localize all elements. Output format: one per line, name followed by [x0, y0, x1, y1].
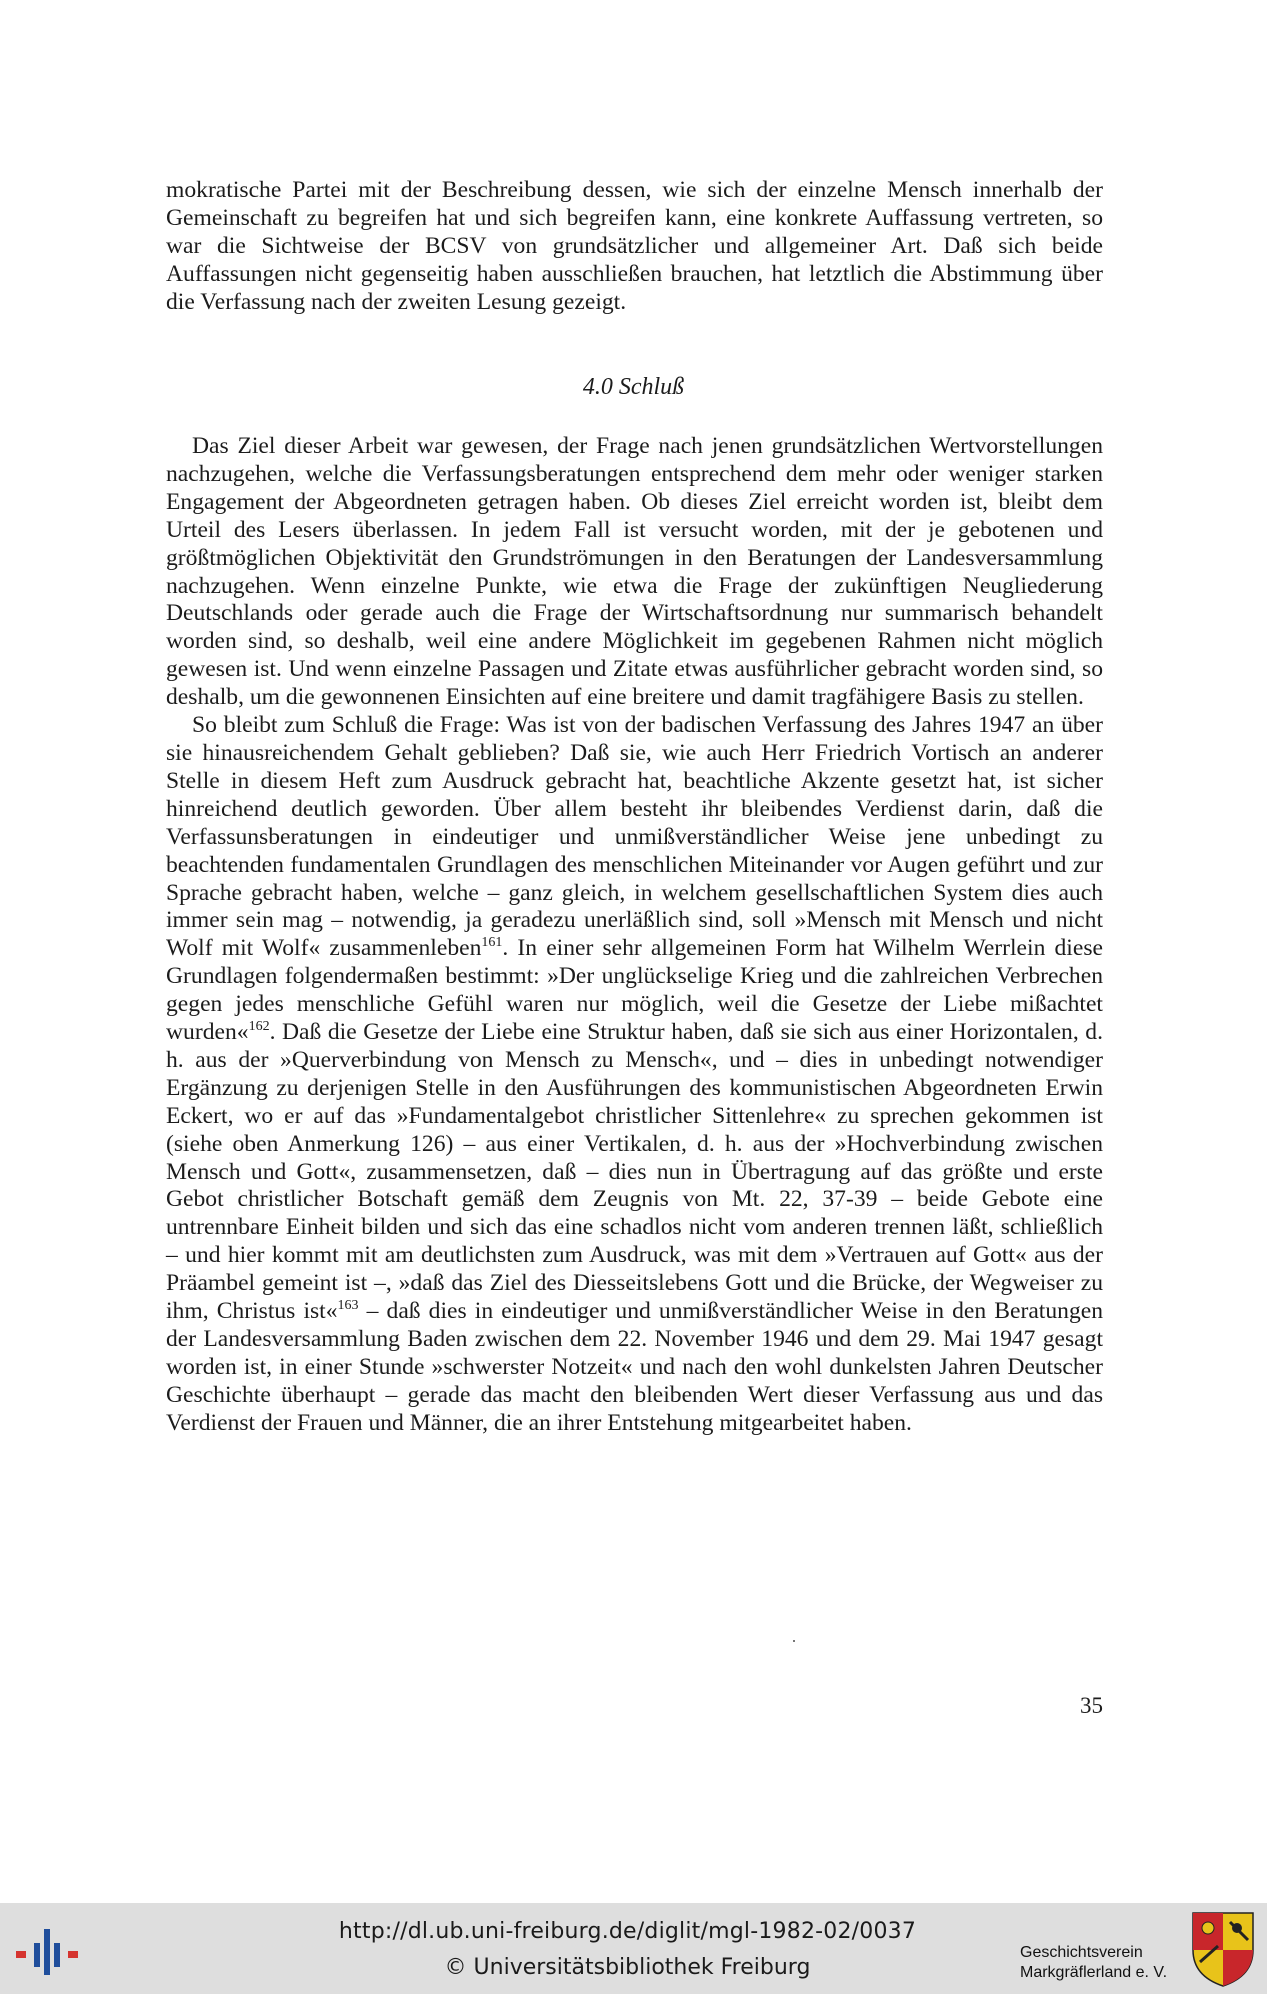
body-paragraph-2 [166, 712, 1103, 1438]
paragraph-2-part-c: . Daß die Gesetze der Liebe eine Struktur haben, daß sie sich aus einer Horizontalen, d. h. aus der »Querverbindung von Mensch zu Mensch«, und – dies in unbedingt notwendiger Ergänzung zu derjenigen Stelle in den Ausführungen des kommunistischen Abgeordneten Erwin Eckert, wo er auf das »Fundamentalgebot christlicher Sittenlehre« zu sprechen gekommen ist (siehe oben Anmerkung 126) – aus einer Vertikalen, d. h. aus der »Hochverbindung zwischen Mensch und Gott«, zusammensetzen, daß – dies nun in Übertragung auf das größte und erste Gebot christlicher Botschaft gemäß dem Zeugnis von Mt. 22, 37-39 – beide Gebote eine untrennbare Einheit bilden und sich das eine schadlos nicht vom anderen trennen läßt, schließlich – und hier kommt mit am deutlichsten zum Ausdruck, was mit dem »Vertrauen auf Gott« aus der Präambel gemeint ist –, »daß das Ziel des Diesseitslebens Gott und die Brücke, der Wegweiser zu ihm, Christus ist« [166, 1019, 1103, 1325]
footnote-ref-163: 163 [337, 1298, 359, 1314]
footer-copyright: © Universitätsbibliothek Freiburg [444, 1955, 811, 1980]
footer-url-link[interactable]: http://dl.ub.uni-freiburg.de/diglit/mgl-1982-02/0037 [338, 1919, 917, 1944]
paragraph-2-part-d: – daß dies in eindeutiger und unmißverständlicher Weise in den Beratungen der Landesversammlung Baden zwischen dem 22. November 1946 und dem 29. Mai 1947 gesagt worden ist, in einer Stunde »schwerster Notzeit« und nach den wohl dunkelsten Jahren Deutscher Geschichte überhaupt – gerade das macht den bleibenden Wert dieser Verfassung aus und das Verdienst der Frauen und Männer, die an ihrer Entstehung mitgearbeitet haben. [166, 1298, 1104, 1436]
footer-bar [0, 1903, 1267, 1994]
scan-speck [793, 1640, 795, 1642]
section-heading: 4.0 Schluß [582, 374, 685, 400]
body-text [166, 433, 1103, 1438]
society-name-line2: Markgräflerland e. V. [1020, 1964, 1168, 1981]
footnote-ref-161: 161 [481, 935, 503, 951]
intro-paragraph-block [166, 177, 1103, 317]
paragraph-2-part-a: So bleibt zum Schluß die Frage: Was ist von der badischen Verfassung des Jahres 1947 an über sie hinausreichendem Gehalt geblieben? Daß sie, wie auch Herr Friedrich Vortisch an anderer Stelle in diesem Heft zum Ausdruck gebracht hat, beachtliche Akzente gesetzt hat, ist sicher hinreichend deutlich geworden. Über allem besteht ihr bleibendes Verdienst darin, daß die Verfassunsberatungen in eindeutiger und unmißverständlicher Weise jene unbedingt zu beachtenden fundamentalen Grundlagen des menschlichen Miteinander vor Augen geführt und zur Sprache gebracht haben, welche – ganz gleich, in welchem gesellschaftlichen System dies auch immer sein mag – notwendig, ja geradezu unerläßlich sind, soll »Mensch mit Mensch und nicht Wolf mit Wolf« zusammenleben [166, 712, 1103, 962]
society-name-line1: Geschichtsverein [1020, 1944, 1143, 1961]
ub-freiburg-logo-icon[interactable] [12, 1917, 82, 1983]
footnote-ref-162: 162 [248, 1019, 270, 1035]
society-name [1020, 1943, 1190, 1983]
intro-paragraph: mokratische Partei mit der Beschreibung dessen, wie sich der einzelne Mensch innerhalb der Gemeinschaft zu begreifen hat und sich begreifen kann, eine konkrete Auffassung vertreten, so war die Sichtweise der BCSV von grundsätzlicher und allgemeiner Art. Daß sich beide Auffassungen nicht gegenseitig haben ausschließen brauchen, hat letztlich die Abstimmung über die Verfassung nach der zweiten Lesung gezeigt. [166, 177, 1103, 315]
paragraph-2-part-b: . In einer sehr allgemeinen Form hat Wilhelm Werrlein diese Grundlagen folgendermaßen bestimmt: »Der unglückselige Krieg und die zahlreichen Verbrechen gegen jedes menschliche Gefühl waren nur möglich, weil die Gesetze der Liebe mißachtet wurden« [166, 935, 1103, 1046]
page-number: 35 [1080, 1693, 1103, 1718]
body-paragraph-1: Das Ziel dieser Arbeit war gewesen, der Frage nach jenen grundsätzlichen Wertvorstellungen nachzugehen, welche die Verfassungsberatungen entsprechend dem mehr oder weniger starken Engagement der Abgeordneten getragen haben. Ob dieses Ziel erreicht worden ist, bleibt dem Urteil des Lesers überlassen. In jedem Fall ist versucht worden, mit der je gebotenen und größtmöglichen Objektivität den Grundströmungen in den Beratungen der Landesversammlung nachzugehen. Wenn einzelne Punkte, wie etwa die Frage der zukünftigen Neugliederung Deutschlands oder gerade auch die Frage der Wirtschaftsordnung nur summarisch behandelt worden sind, so deshalb, weil eine andere Möglichkeit im gegebenen Rahmen nicht möglich gewesen ist. Und wenn einzelne Passagen und Zitate etwas ausführlicher gebracht worden sind, so deshalb, um die gewonnenen Einsichten auf eine breitere und damit tragfähigere Basis zu stellen. [166, 433, 1103, 711]
coat-of-arms-icon[interactable] [1190, 1910, 1256, 1988]
